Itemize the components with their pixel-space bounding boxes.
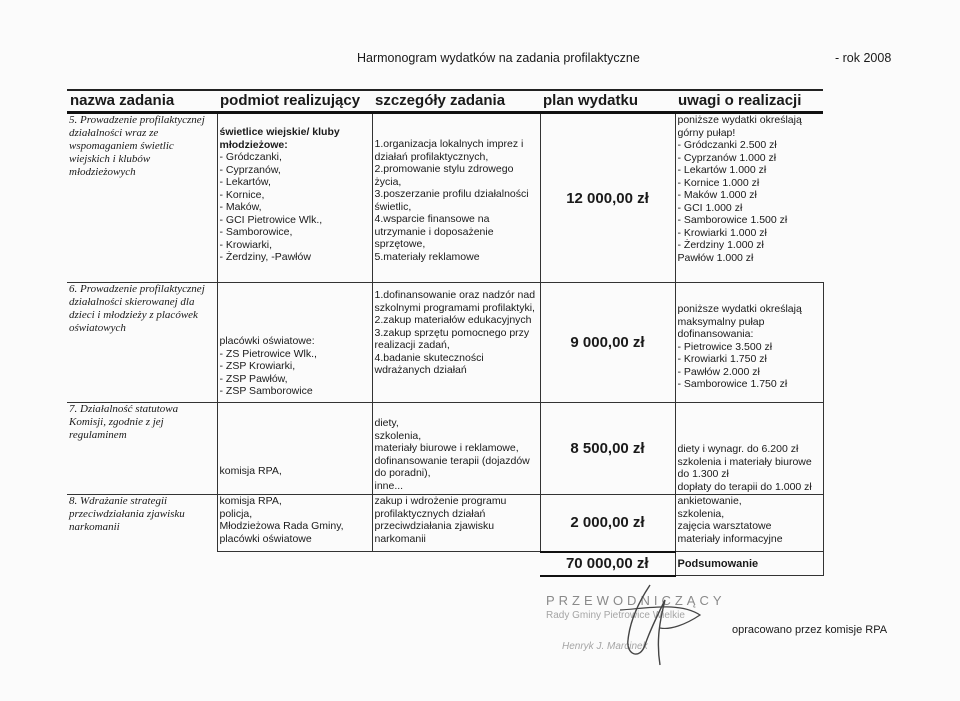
details-cell: zakup i wdrożenie programu profilaktycznych działań przeciwdziałania zjawisku narkomanii (372, 495, 540, 552)
footer-note: opracowano przez komisje RPA (732, 624, 888, 636)
table-row (67, 283, 823, 403)
amount-cell: 8 500,00 zł (540, 403, 675, 495)
amount-cell: 9 000,00 zł (540, 283, 675, 403)
table-header-row (67, 90, 823, 113)
column-header-task: nazwa zadania (67, 90, 217, 113)
entity-cell: komisja RPA, (217, 403, 372, 495)
entity-list: - Gródczanki, - Cyprzanów, - Lekartów, - Kornice, - Maków, - GCI Pietrowice Wlk., - Samborowice, - Krowiarki, - Żerdziny, -Pawłów (219, 151, 323, 263)
entity-cell: komisja RPA, policja, Młodzieżowa Rada Gminy, placówki oświatowe (217, 495, 372, 552)
details-cell: diety, szkolenia, materiały biurowe i reklamowe, dofinansowanie terapii (dojazdów do poradni), inne... (372, 403, 540, 495)
notes-cell: poniższe wydatki określają maksymalny pułap dofinansowania: - Pietrowice 3.500 zł - Krowiarki 1.750 zł - Pawłów 2.000 zł - Samborowice 1.750 zł (675, 283, 823, 403)
details-cell: 1.organizacja lokalnych imprez i działań profilaktycznych, 2.promowanie stylu zdrowego życia, 3.poszerzanie profilu działalności świetlic, 4.wsparcie finansowe na utrzymanie i doposażenie sprzętowe, 5.materiały reklamowe (372, 113, 540, 283)
task-name: 6. Prowadzenie profilaktycznej działalności skierowanej dla dzieci i młodzieży z placówek oświatowych (67, 283, 217, 403)
column-header-amount: plan wydatku (540, 90, 675, 113)
stamp-council: Rady Gminy Pietrowice Wielkie (546, 610, 685, 621)
document-title: Harmonogram wydatków na zadania profilaktyczne (357, 51, 640, 65)
column-header-details: szczegóły zadania (372, 90, 540, 113)
table-row (67, 403, 823, 495)
amount-cell: 12 000,00 zł (540, 113, 675, 283)
table-row (67, 113, 823, 283)
column-header-entity: podmiot realizujący (217, 90, 372, 113)
entity-heading: świetlice wiejskie/ kluby młodzieżowe: (219, 126, 340, 151)
task-name: 5. Prowadzenie profilaktycznej działalności wraz ze wspomaganiem świetlic wiejskich i klubów młodzieżowych (69, 114, 205, 178)
entity-cell (217, 113, 372, 283)
notes-cell: ankietowanie, szkolenia, zajęcia warsztatowe materiały informacyjne (675, 495, 823, 552)
table-row (67, 495, 823, 552)
column-header-notes: uwagi o realizacji (675, 90, 823, 113)
stamp-name: Henryk J. Marcinek (562, 641, 648, 652)
task-name: 7. Działalność statutowa Komisji, zgodnie z jej regulaminem (67, 403, 217, 495)
notes-cell: diety i wynagr. do 6.200 zł szkolenia i materiały biurowe do 1.300 zł dopłaty do terapii do 1.000 zł (675, 403, 823, 495)
summary-row (67, 552, 823, 576)
details-cell: 1.dofinansowanie oraz nadzór nad szkolnymi programami profilaktyki, 2.zakup materiałów edukacyjnych 3.zakup sprzętu pomocnego przy realizacji zadań, 4.badanie skuteczności wdrażanych działań (372, 283, 540, 403)
handwritten-signature (590, 580, 710, 670)
stamp-title: PRZEWODNICZĄCY (546, 593, 726, 608)
amount-cell: 2 000,00 zł (540, 495, 675, 552)
total-amount: 70 000,00 zł (540, 552, 675, 576)
entity-cell: placówki oświatowe: - ZS Pietrowice Wlk., - ZSP Krowiarki, - ZSP Pawłów, - ZSP Samborowice (217, 283, 372, 403)
summary-label: Podsumowanie (675, 552, 823, 576)
expenses-table (67, 89, 824, 577)
task-name: 8. Wdrażanie strategii przeciwdziałania zjawisku narkomanii (67, 495, 217, 552)
notes-cell: poniższe wydatki określają górny pułap! - Gródczanki 2.500 zł - Cyprzanów 1.000 zł - Lekartów 1.000 zł - Kornice 1.000 zł - Maków 1.000 zł - GCI 1.000 zł - Samborowice 1.500 zł - Krowiarki 1.000 zł - Żerdziny 1.000 zł Pawłów 1.000 zł (675, 113, 823, 283)
document-year: - rok 2008 (835, 51, 892, 65)
